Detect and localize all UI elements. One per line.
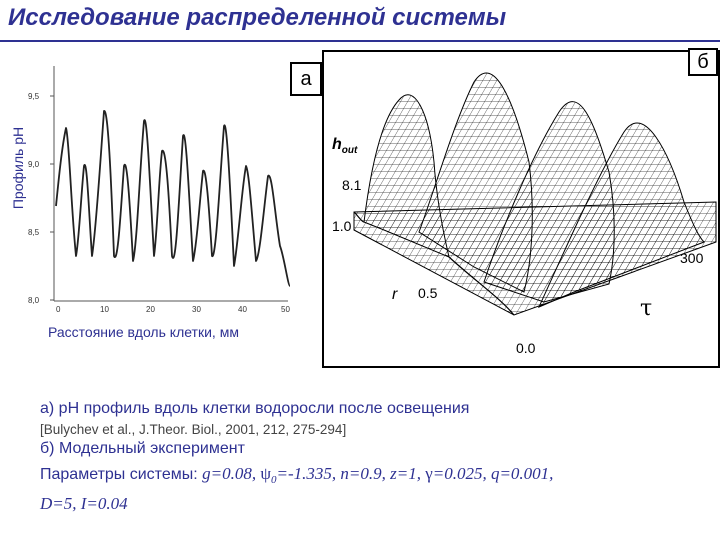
panel-b-tau-tick: 300 <box>680 250 704 266</box>
panel-a-plot <box>26 56 326 316</box>
caption-a: а) рН профиль вдоль клетки водоросли после освещения <box>40 400 470 417</box>
model-parameters <box>40 462 680 517</box>
caption-b: б) Модельный эксперимент <box>40 440 245 457</box>
params-label: Параметры системы: <box>40 466 203 483</box>
panel-a-xtick: 0 <box>56 305 61 314</box>
panel-a-ytick: 8,0 <box>28 296 40 305</box>
page-title: Исследование распределенной системы <box>8 4 507 31</box>
params-1: g=0.08, <box>202 464 261 483</box>
panel-a-xtick: 30 <box>192 305 201 314</box>
params-gamma: γ <box>425 464 433 483</box>
panel-a-ph-trace <box>56 111 290 286</box>
panel-b-origin-tick: 0.0 <box>516 340 536 356</box>
params-3: =0.025, q=0.001, <box>432 464 554 483</box>
params-2: =-1.335, n=0.9, z=1, <box>276 464 426 483</box>
panel-b-label: б <box>688 48 718 76</box>
panel-b-z-bottom: 1.0 <box>332 218 352 234</box>
title-divider <box>0 40 720 42</box>
params-psi-sub: 0 <box>271 474 277 487</box>
panel-b-tau-label: τ <box>640 296 653 321</box>
panel-a-xlabel: Расстояние вдоль клетки, мм <box>48 324 239 340</box>
panel-a-xtick: 40 <box>238 305 247 314</box>
panel-b-frame <box>322 50 720 368</box>
panel-a-ytick: 9,0 <box>28 160 40 169</box>
panel-a-ylabel: Профиль рН <box>10 126 26 210</box>
panel-a-xtick: 10 <box>100 305 109 314</box>
panel-a-xtick: 50 <box>281 305 290 314</box>
panel-a-ytick: 9,5 <box>28 92 40 101</box>
panel-b-z-top: 8.1 <box>342 177 362 193</box>
caption-reference: [Bulychev et al., J.Theor. Biol., 2001, 212, 275-294] <box>40 422 347 437</box>
panel-b-r-label: r <box>392 286 398 303</box>
panel-a-ytick: 8,5 <box>28 228 40 237</box>
panel-b-z-label: $h_{out}$ <box>332 136 358 157</box>
panel-b-r-tick: 0.5 <box>418 285 438 301</box>
params-4: D=5, I=0.04 <box>40 494 128 514</box>
params-psi: ψ <box>260 464 271 483</box>
panel-a-xtick: 20 <box>146 305 155 314</box>
panel-a-label: а <box>290 62 322 96</box>
panel-b-surface <box>324 52 720 368</box>
